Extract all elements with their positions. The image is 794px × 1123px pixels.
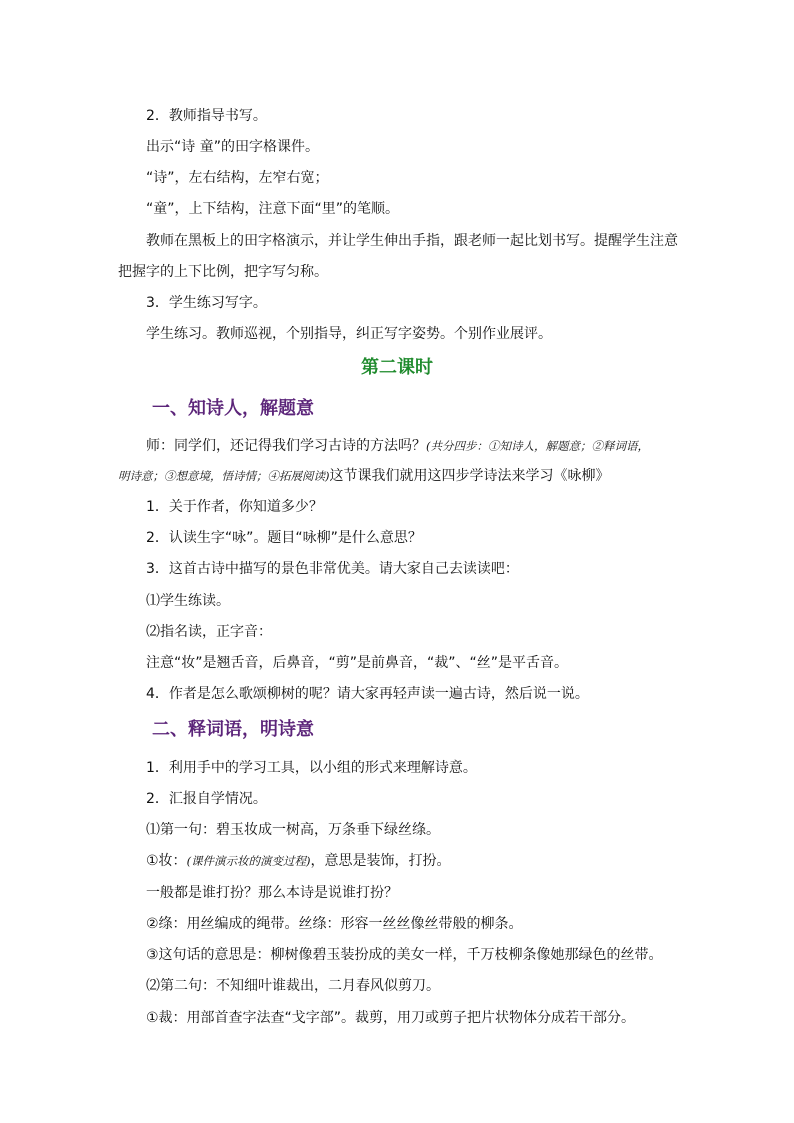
paragraph: 一般都是谁打扮？那么本诗是说谁打扮？ bbox=[146, 885, 398, 901]
paragraph: 学生练习。教师巡视，个别指导，纠正写字姿势。个别作业展评。 bbox=[146, 326, 552, 342]
paragraph: ⑵第二句：不知细叶谁裁出，二月春风似剪刀。 bbox=[146, 978, 440, 994]
method-note: (共分四步：①知诗人，解题意；②释词语， bbox=[426, 439, 649, 453]
lesson-title: 第二课时 bbox=[361, 357, 433, 378]
paragraph: 把握字的上下比例，把字写匀称。 bbox=[118, 264, 328, 280]
paragraph: “诗”，左右结构，左窄右宽； bbox=[146, 170, 329, 186]
paragraph: ⑵指名读，正字音： bbox=[146, 624, 272, 640]
paragraph-text: ，意思是装饰，打扮。 bbox=[310, 853, 451, 869]
paragraph: 1．利用手中的学习工具，以小组的形式来理解诗意。 bbox=[146, 760, 477, 776]
paragraph: “童”，上下结构，注意下面“里”的笔顺。 bbox=[146, 201, 400, 217]
paragraph: 1．关于作者，你知道多少？ bbox=[146, 499, 323, 515]
paragraph: 3．这首古诗中描写的景色非常优美。请大家自己去读读吧： bbox=[146, 561, 519, 577]
paragraph: ⑴学生练读。 bbox=[146, 593, 230, 609]
paragraph: 2．认读生字“咏”。题目“咏柳”是什么意思？ bbox=[146, 530, 422, 546]
paragraph-text: ①妆： bbox=[146, 853, 187, 869]
paragraph: 2．教师指导书写。 bbox=[146, 108, 267, 124]
section-heading: 二、释词语，明诗意 bbox=[152, 719, 314, 740]
method-note: 明诗意；③想意境，悟诗情；④拓展阅读) bbox=[118, 469, 330, 483]
paragraph: 3．学生练习写字。 bbox=[146, 295, 267, 311]
section-heading: 一、知诗人，解题意 bbox=[152, 398, 314, 419]
paragraph bbox=[118, 466, 609, 486]
paragraph: 出示“诗 童”的田字格课件。 bbox=[146, 139, 319, 155]
paragraph: 4．作者是怎么歌颂柳树的呢？请大家再轻声读一遍古诗，然后说一说。 bbox=[146, 686, 589, 702]
paragraph bbox=[146, 436, 649, 456]
paragraph: 2．汇报自学情况。 bbox=[146, 791, 267, 807]
paragraph: ①裁：用部首查字法查“戈字部”。裁剪，用刀或剪子把片状物体分成若干部分。 bbox=[146, 1010, 636, 1026]
paragraph: ②绦：用丝编成的绳带。丝绦：形容一丝丝像丝带般的柳条。 bbox=[146, 916, 523, 932]
paragraph bbox=[146, 851, 451, 871]
paragraph: ③这句话的意思是：柳树像碧玉装扮成的美女一样，千万枝柳条像她那绿色的丝带。 bbox=[146, 947, 663, 963]
paragraph: ⑴第一句：碧玉妆成一树高，万条垂下绿丝绦。 bbox=[146, 822, 440, 838]
courseware-note: (课件演示妆的演变过程) bbox=[186, 854, 311, 868]
paragraph: 教师在黑板上的田字格演示，并让学生伸出手指，跟老师一起比划书写。提醒学生注意 bbox=[146, 233, 678, 249]
paragraph: 注意“妆”是翘舌音，后鼻音，“剪”是前鼻音，“裁”、“丝”是平舌音。 bbox=[146, 655, 569, 671]
paragraph-text: 师：同学们，还记得我们学习古诗的方法吗？ bbox=[146, 438, 426, 454]
paragraph-text: 这节课我们就用这四步学诗法来学习《咏柳》 bbox=[329, 468, 610, 484]
